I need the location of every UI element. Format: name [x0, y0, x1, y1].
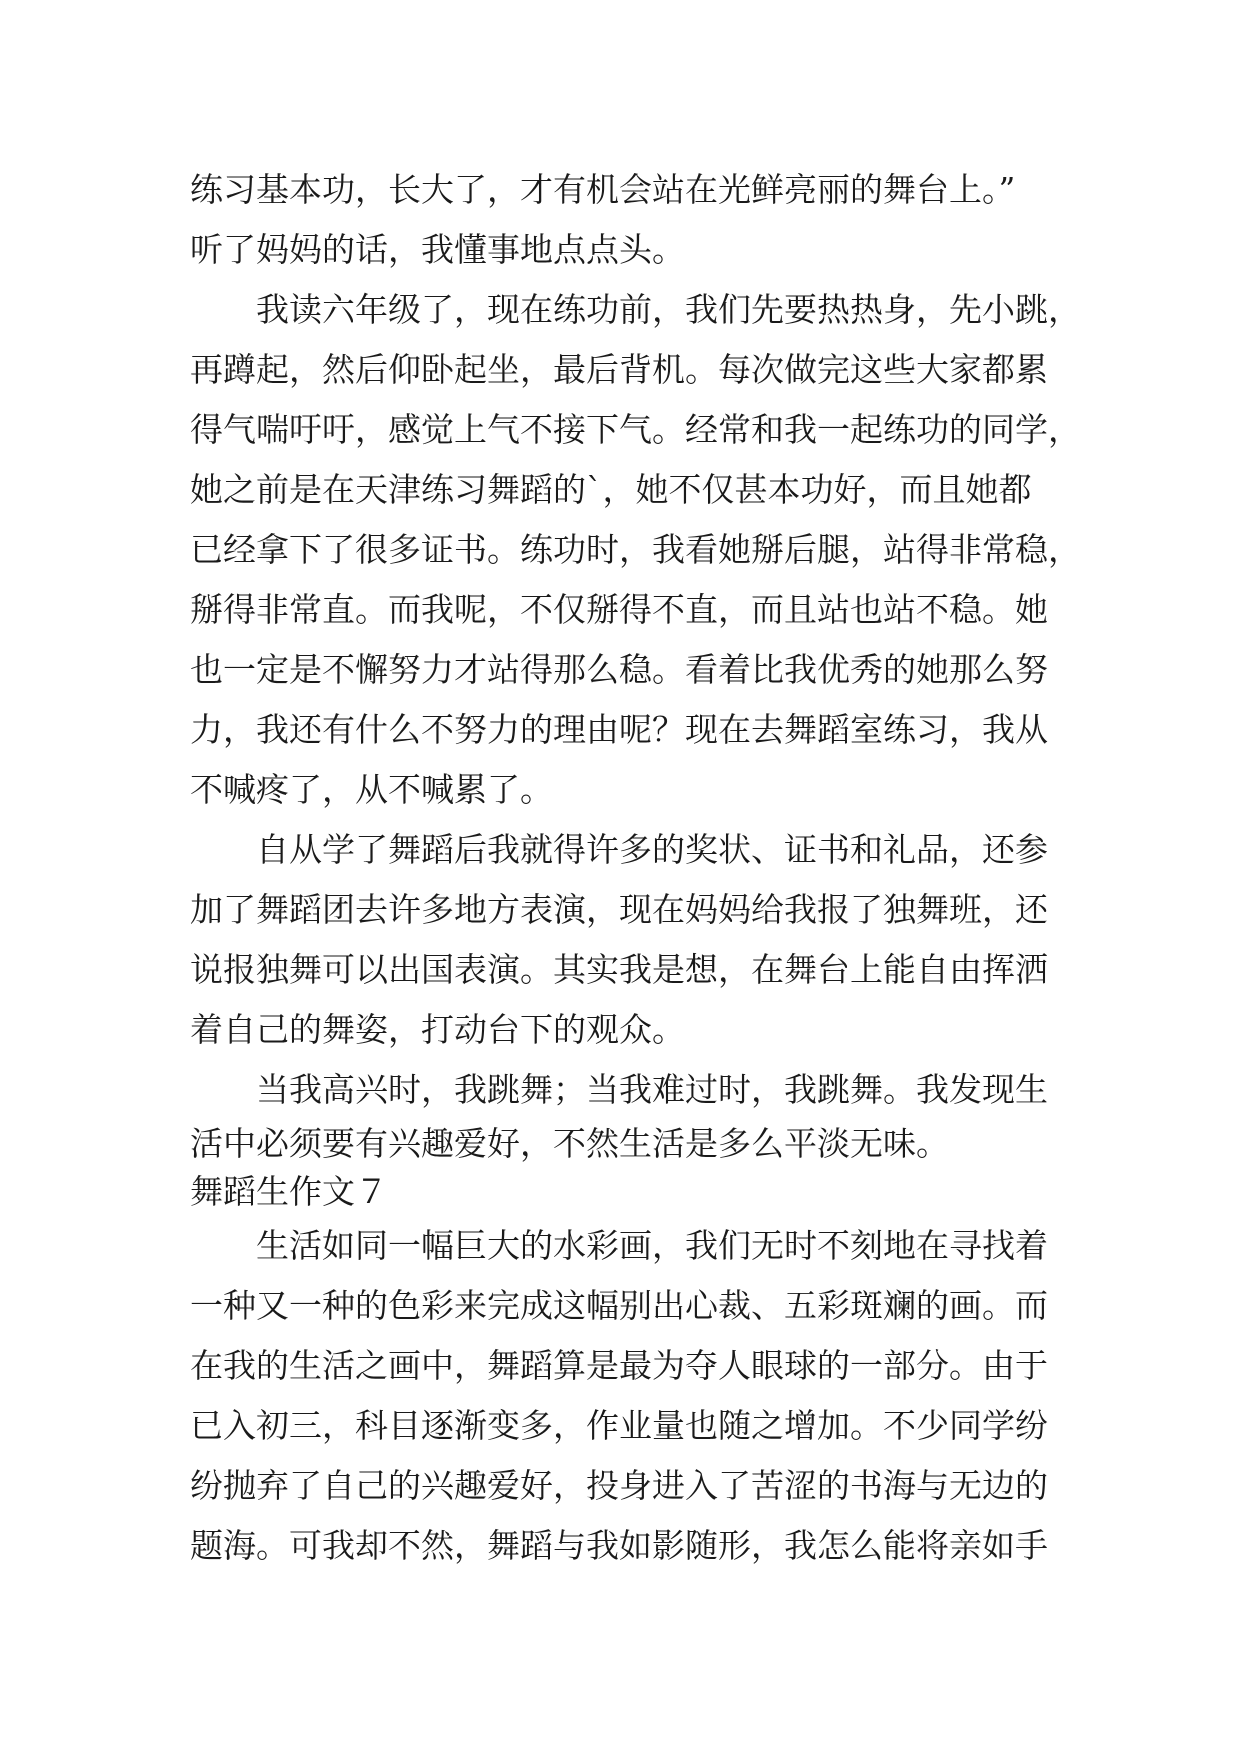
text-line: 加了舞蹈团去许多地方表演，现在妈妈给我报了独舞班，还: [190, 890, 1048, 929]
text-line: 掰得非常直。而我呢，不仅掰得不直，而且站也站不稳。她: [190, 590, 1048, 629]
text-line: 活中必须要有兴趣爱好，不然生活是多么平淡无味。: [190, 1124, 949, 1163]
text-line: 一种又一种的色彩来完成这幅别出心裁、五彩斑斓的画。而: [190, 1286, 1048, 1325]
text-line: 再蹲起，然后仰卧起坐，最后背机。每次做完这些大家都累: [190, 350, 1048, 389]
text-line: 她之前是在天津练习舞蹈的`，她不仅甚本功好，而且她都: [190, 470, 1032, 509]
document-body: [190, 160, 1081, 1576]
paragraph-first-line: 自从学了舞蹈后我就得许多的奖状、证书和礼品，还参: [256, 830, 1048, 869]
text-line: 着自己的舞姿，打动台下的观众。: [190, 1010, 685, 1049]
text-line: 在我的生活之画中，舞蹈算是最为夺人眼球的一部分。由于: [190, 1346, 1048, 1385]
text-line: 题海。可我却不然，舞蹈与我如影随形，我怎么能将亲如手: [190, 1526, 1048, 1565]
text-line: 也一定是不懈努力才站得那么稳。看着比我优秀的她那么努: [190, 650, 1048, 689]
section-heading: 舞蹈生作文７: [190, 1172, 388, 1211]
paragraph-first-line: 我读六年级了，现在练功前，我们先要热热身，先小跳，: [256, 290, 1081, 329]
text-line: 说报独舞可以出国表演。其实我是想，在舞台上能自由挥洒: [190, 950, 1048, 989]
text-line: 练习基本功，长大了，才有机会站在光鲜亮丽的舞台上。”: [190, 170, 1016, 209]
text-line: 力，我还有什么不努力的理由呢？现在去舞蹈室练习，我从: [190, 710, 1048, 749]
text-line: 已入初三，科目逐渐变多，作业量也随之增加。不少同学纷: [190, 1406, 1048, 1445]
paragraph-first-line: 生活如同一幅巨大的水彩画，我们无时不刻地在寻找着: [256, 1226, 1048, 1265]
text-line: 已经拿下了很多证书。练功时，我看她掰后腿，站得非常稳，: [190, 530, 1081, 569]
text-line: 听了妈妈的话，我懂事地点点头。: [190, 230, 685, 269]
text-line: 不喊疼了，从不喊累了。: [190, 770, 553, 809]
text-line: 得气喘吁吁，感觉上气不接下气。经常和我一起练功的同学，: [190, 410, 1081, 449]
text-line: 纷抛弃了自己的兴趣爱好，投身进入了苦涩的书海与无边的: [190, 1466, 1048, 1505]
paragraph-first-line: 当我高兴时，我跳舞；当我难过时，我跳舞。我发现生: [256, 1070, 1048, 1109]
